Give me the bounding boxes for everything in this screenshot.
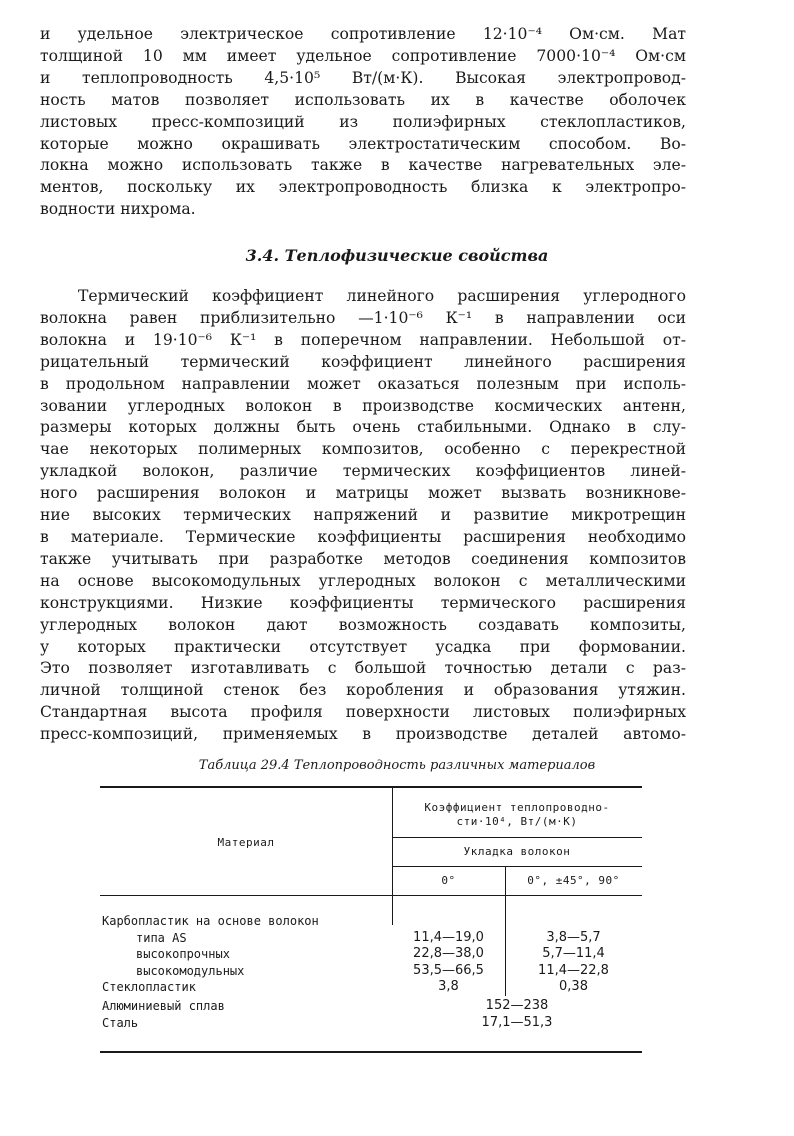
- table-row-label: типа AS: [136, 931, 187, 945]
- table-row-label: Стеклопластик: [102, 980, 196, 994]
- table-row-label: высокопрочных: [136, 947, 230, 961]
- table-cell-merged: 17,1—51,3: [481, 1015, 553, 1030]
- table-cell-value: 3,8—5,7: [546, 930, 601, 945]
- text-line: углеродных волокон дают возможность создавать композиты,: [40, 615, 686, 634]
- table-cell-value: 3,8: [438, 979, 459, 994]
- text-line: водности нихрома.: [40, 200, 196, 219]
- table-cell-value: 0,38: [559, 979, 588, 994]
- table-row-label: Сталь: [102, 1016, 139, 1030]
- header-coefficient-unit: сти·10⁴, Вт/(м·К): [456, 815, 578, 828]
- text-line: волокна равен приблизительно —1·10⁻⁶ К⁻¹ в направлении оси: [40, 308, 686, 327]
- text-line: толщиной 10 мм имеет удельное сопротивление 7000·10⁻⁴ Ом·см: [40, 46, 686, 65]
- section-heading: 3.4. Теплофизические свойства: [245, 246, 549, 265]
- text-line: пресс-композиций, применяемых в производстве деталей автомо-: [40, 725, 686, 744]
- text-line: чае некоторых полимерных композитов, особенно с перекрестной: [40, 440, 686, 459]
- table-cell-value: 53,5—66,5: [413, 963, 484, 978]
- text-line: ментов, поскольку их электропроводность близка к электропро-: [40, 178, 686, 197]
- table-bottom-rule: [100, 1051, 642, 1053]
- paragraph-thermal-properties: [40, 286, 686, 746]
- header-divider: [392, 866, 642, 867]
- header-angle-mixed: 0°, ±45°, 90°: [527, 874, 620, 887]
- header-coefficient: Коэффициент теплопроводно-: [424, 801, 610, 814]
- table-cell-value: 22,8—38,0: [413, 946, 484, 961]
- table-top-rule: [100, 786, 642, 788]
- text-line: в материале. Термические коэффициенты расширения необходимо: [40, 527, 686, 546]
- column-divider: [392, 895, 393, 925]
- text-line: Стандартная высота профиля поверхности листовых полиэфирных: [40, 703, 686, 722]
- table-row-label: Карбопластик на основе волокон: [102, 914, 319, 928]
- header-material: Материал: [217, 836, 275, 849]
- table-cell-value: 11,4—22,8: [538, 963, 609, 978]
- text-line: размеры которых должны быть очень стабильными. Однако в слу-: [40, 418, 686, 437]
- text-line: и теплопроводность 4,5·10⁵ Вт/(м·К). Высокая электропровод-: [40, 68, 686, 87]
- table-row-label: Алюминиевый сплав: [102, 999, 225, 1013]
- header-layup: Укладка волокон: [463, 845, 571, 858]
- text-line: которые можно окрашивать электростатическим способом. Во-: [40, 134, 686, 153]
- table-cell-value: 11,4—19,0: [413, 930, 484, 945]
- text-line: у которых практически отсутствует усадка при формовании.: [40, 637, 686, 656]
- text-line: Термический коэффициент линейного расширения углеродного: [78, 287, 686, 305]
- text-line: ние высоких термических напряжений и развитие микротрещин: [40, 506, 686, 525]
- text-line: личной толщиной стенок без коробления и образования утяжин.: [40, 681, 686, 700]
- text-line: и удельное электрическое сопротивление 12·10⁻⁴ Ом·см. Мат: [40, 25, 686, 43]
- text-line: рицательный термический коэффициент линейного расширения: [40, 352, 686, 371]
- text-line: ного расширения волокон и матрицы может вызвать возникнове-: [40, 484, 686, 503]
- text-line: в продольном направлении может оказаться полезным при исполь-: [40, 374, 686, 393]
- table-cell-value: 5,7—11,4: [542, 946, 605, 961]
- text-line: Это позволяет изготавливать с большой точностью детали с раз-: [40, 659, 686, 678]
- text-line: волокна и 19·10⁻⁶ К⁻¹ в поперечном направлении. Небольшой от-: [40, 330, 686, 349]
- text-line: на основе высокомодульных углеродных волокон с металлическими: [40, 571, 686, 590]
- header-bottom-rule: [100, 895, 642, 896]
- header-divider: [392, 837, 642, 838]
- text-line: локна можно использовать также в качестве нагревательных эле-: [40, 156, 686, 175]
- table-caption: Таблица 29.4 Теплопроводность различных материалов: [198, 758, 596, 773]
- text-line: зовании углеродных волокон в производстве космических антенн,: [40, 396, 686, 415]
- text-line: листовых пресс-композиций из полиэфирных стеклопластиков,: [40, 112, 686, 131]
- table-cell-merged: 152—238: [485, 998, 549, 1013]
- text-line: также учитывать при разработке методов соединения композитов: [40, 549, 686, 568]
- table-row-label: высокомодульных: [136, 964, 245, 978]
- text-line: ность матов позволяет использовать их в качестве оболочек: [40, 90, 686, 109]
- paragraph-electrical-properties: [40, 24, 686, 221]
- text-line: укладкой волокон, различие термических коэффициентов линей-: [40, 462, 686, 481]
- text-line: конструкциями. Низкие коэффициенты термического расширения: [40, 593, 686, 612]
- header-angle-0: 0°: [441, 874, 456, 887]
